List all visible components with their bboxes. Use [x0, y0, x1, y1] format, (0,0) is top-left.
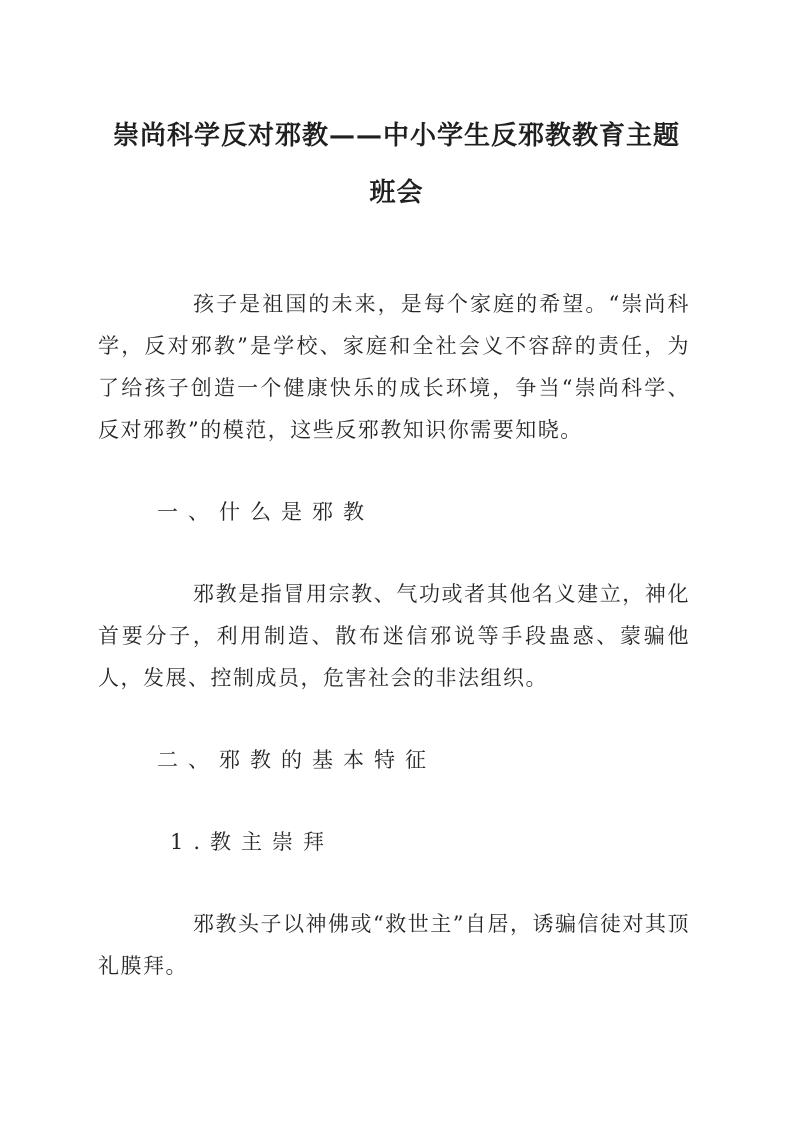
subsection-heading-leader-worship: 1.教主崇拜: [170, 830, 335, 854]
leader-worship-paragraph: 邪教头子以神佛或“救世主”自居，诱骗信徒对其顶礼膜拜。: [98, 912, 690, 978]
cult-definition-paragraph: 邪教是指冒用宗教、气功或者其他名义建立，神化首要分子，利用制造、散布迷信邪说等手段蛊惑、蒙骗他人，发展、控制成员，危害社会的非法组织。: [98, 582, 690, 690]
section-heading-basic-features: 二、邪教的基本特征: [157, 748, 436, 772]
document-body: [0, 283, 793, 987]
document-title: 崇尚科学反对邪教——中小学生反邪教教育主题班会: [112, 121, 680, 208]
section-heading-what-is-cult: 一、什么是邪教: [157, 500, 374, 524]
intro-paragraph: 孩子是祖国的未来，是每个家庭的希望。“崇尚科学，反对邪教”是学校、家庭和全社会义不容辞的责任，为了给孩子创造一个健康快乐的成长环境，争当“崇尚科学、反对邪教”的模范，这些反邪教知识你需要知晓。: [98, 292, 690, 442]
